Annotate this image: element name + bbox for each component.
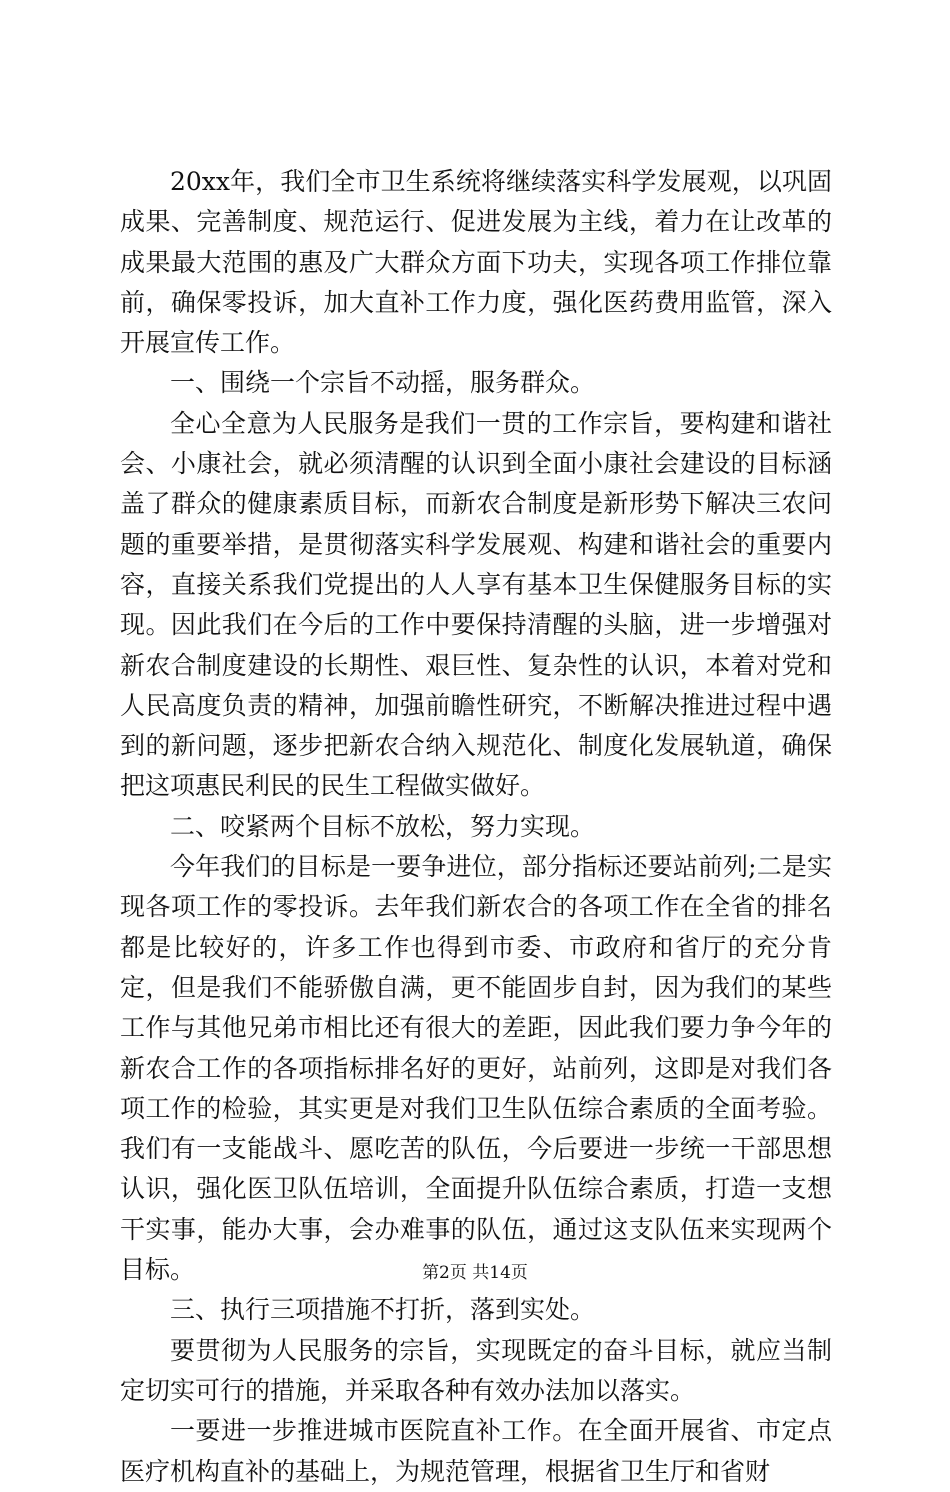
heading-section-2: 二、咬紧两个目标不放松，努力实现。 bbox=[170, 811, 596, 841]
document-body bbox=[120, 162, 832, 1492]
heading-section-3: 三、执行三项措施不打折，落到实处。 bbox=[170, 1295, 596, 1325]
paragraph-measure-1: 一要进一步推进城市医院直补工作。在全面开展省、市定点医疗机构直补的基础上，为规范管理，根据省卫生厅和省财 bbox=[120, 1416, 832, 1486]
heading-section-1: 一、围绕一个宗旨不动摇，服务群众。 bbox=[170, 368, 596, 398]
paragraph-intro: 20xx年，我们全市卫生系统将继续落实科学发展观，以巩固成果、完善制度、规范运行、促进发展为主线，着力在让改革的成果最大范围的惠及广大群众方面下功夫，实现各项工作排位靠前，确保零投诉，加大直补工作力度，强化医药费用监管，深入开展宣传工作。 bbox=[120, 167, 832, 358]
paragraph-section-1: 全心全意为人民服务是我们一贯的工作宗旨，要构建和谐社会、小康社会，就必须清醒的认识到全面小康社会建设的目标涵盖了群众的健康素质目标，而新农合制度是新形势下解决三农问题的重要举措，是贯彻落实科学发展观、构建和谐社会的重要内容，直接关系我们党提出的人人享有基本卫生保健服务目标的实现。因此我们在今后的工作中要保持清醒的头脑，进一步增强对新农合制度建设的长期性、艰巨性、复杂性的认识，本着对党和人民高度负责的精神，加强前瞻性研究，不断解决推进过程中遇到的新问题，逐步把新农合纳入规范化、制度化发展轨道，确保把这项惠民利民的民生工程做实做好。 bbox=[120, 408, 832, 801]
paragraph-section-3: 要贯彻为人民服务的宗旨，实现既定的奋斗目标，就应当制定切实可行的措施，并采取各种有效办法加以落实。 bbox=[120, 1335, 832, 1405]
paragraph-section-2: 今年我们的目标是一要争进位，部分指标还要站前列;二是实现各项工作的零投诉。去年我们新农合的各项工作在全省的排名都是比较好的，许多工作也得到市委、市政府和省厅的充分肯定，但是我们不能骄傲自满，更不能固步自封，因为我们的某些工作与其他兄弟市相比还有很大的差距，因此我们要力争今年的新农合工作的各项指标排名好的更好，站前列，这即是对我们各项工作的检验，其实更是对我们卫生队伍综合素质的全面考验。我们有一支能战斗、愿吃苦的队伍，今后要进一步统一干部思想认识，强化医卫队伍培训，全面提升队伍综合素质，打造一支想干实事，能办大事，会办难事的队伍，通过这支队伍来实现两个目标。 bbox=[120, 852, 832, 1285]
page-number-footer: 第2页 共14页 bbox=[422, 1263, 528, 1283]
